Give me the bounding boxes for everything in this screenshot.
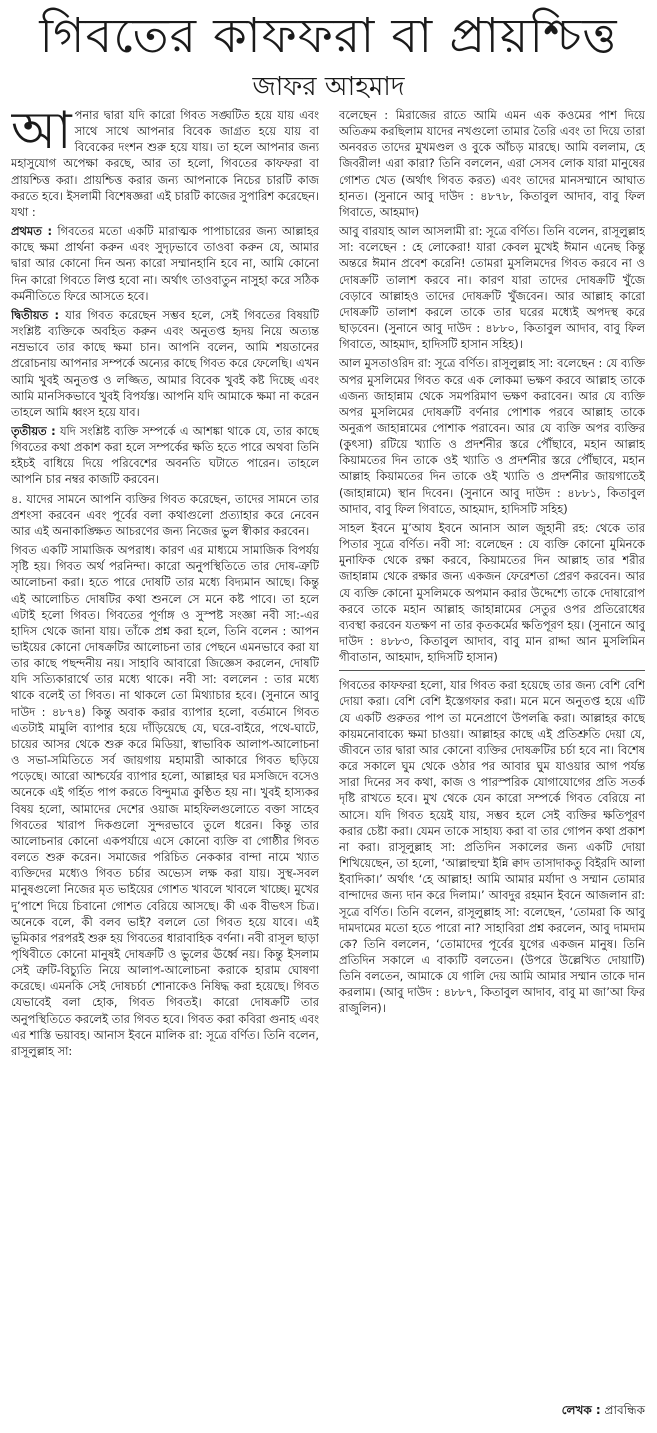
intro-paragraph: [11, 107, 319, 220]
dropcap: আ: [11, 107, 72, 161]
step-three-paragraph: [11, 423, 319, 488]
step-two-label: দ্বিতীয়ত :: [11, 307, 60, 322]
byline-label: লেখক :: [561, 1403, 601, 1417]
step-two-paragraph: [11, 307, 319, 420]
right-column: [339, 107, 645, 1397]
article-author: জাফর আহমাদ: [252, 72, 405, 102]
step-one-paragraph: [11, 223, 319, 304]
byline: [339, 1402, 645, 1418]
article-title: গিবতের কাফফরা বা প্রায়শ্চিত্ত: [39, 8, 618, 64]
step-one-text: গিবতের মতো একটি মারাত্মক পাপাচারের জন্য আল্লাহর কাছে ক্ষমা প্রার্থনা করুন এবং সুদৃঢ়ভাবে তাওবা করুন যে, আমার দ্বারা আর কোনো দিন অন্য কারো সম্মানহানি হবে না, আমি কোনো দিন কারো গিবতে লিপ্ত হবো না। অর্থাৎ তাওবাতুন নাসুহা করে সঠিক কর্মনীতিতে ফিরে আসতে হবে।: [11, 224, 319, 303]
hadith-mustawrid-paragraph: আল মুসতাওরিদ রা: সূত্রে বর্ণিত। রাসূলুল্লাহ সা: বলেছেন : যে ব্যক্তি অপর মুসলিমের গিবত করে এক লোকমা ভক্ষণ করবে আল্লাহ তাকে এজন্য জাহান্নাম থেকে সমপরিমাণ ভক্ষণ করাবেন। আর যে ব্যক্তি অপর মুসলিমের দোষক্রটি বর্ণনার পোশাক পরবে আল্লাহ তাকে অনুরূপ জাহান্নামের পোশাক পরাবেন। আর যে ব্যক্তি অপর ব্যক্তির (কুৎসা) রটিয়ে খ্যাতি ও প্রদর্শনীর স্তরে পৌঁছাবে, মহান আল্লাহ কিয়ামতের দিন তাকে ওই খ্যাতি ও প্রদর্শনীর স্তরে পৌঁছাবে, মহান আল্লাহ কিয়ামতের দিন তাকে ওই খ্যাতি ও প্রদর্শনীর জায়গাতেই (জাহান্নামে) স্থান দিবেন। (সুনানে আবু দাউদ : ৪৮৮১, কিতাবুল আদাব, বাবু ফিল গিবাতে, আহমাদ, হাদিসটি সহিহ): [339, 356, 645, 516]
hadith-miraj-paragraph: বলেছেন : মিরাজের রাতে আমি এমন এক কওমের পাশ দিয়ে অতিক্রম করছিলাম যাদের নখগুলো তামার তৈরি এবং তা দিয়ে তারা অনবরত তাদের মুখমণ্ডল ও বুকে আঁচড় মারছে। আমি বললাম, হে জিবরীল! এরা কারা? তিনি বললেন, এরা সেসব লোক যারা মানুষের গোশত খেত (অর্থাৎ গিবত করত) এবং তাদের মানসম্মানে আঘাত হানত। (সুনানে আবু দাউদ : ৪৮৭৮, কিতাবুল আদাব, বাবু ফিল গিবাতে, আহমাদ): [339, 108, 645, 219]
step-two-text: যার গিবত করেছেন সম্ভব হলে, সেই গিবতের বিষয়টি সংশ্লিষ্ট ব্যক্তিকে অবহিত করুন এবং অনুতপ্ত হৃদয় নিয়ে অত্যন্ত নম্রভাবে তার কাছে ক্ষমা চান। আপনি বলেন, আমি শয়তানের প্ররোচনায় আপনার সম্পর্কে অন্যের কাছে গিবত করে ফেলেছি। এখন আমি খুবই অনুতপ্ত ও লজ্জিত, আমার বিবেক খুবই কষ্ট দিচ্ছে এবং আমি মানসিকভাবে খুবই বিপর্যস্ত। আপনি যদি আমাকে ক্ষমা না করেন তাহলে আমি ধ্বংস হয়ে যাব।: [11, 307, 319, 419]
definition-paragraph: গিবত একটি সামাজিক অপরাধ। কারণ এর মাধ্যমে সামাজিক বিপর্যয় সৃষ্টি হয়। গিবত অর্থ পরনিন্দা। কারো অনুপস্থিতিতে তার দোষ-ত্রুটি আলোচনা করা। হতে পারে দোষটি তার মধ্যে বিদ্যমান আছে। কিন্তু এই আলোচিত দোষটির কথা শুনলে সে মনে কষ্ট পাবে। তা হলে এটাই হলো গিবত। গিবতের পূর্ণাঙ্গ ও সুস্পষ্ট সংজ্ঞা নবী সা:-এর হাদিস থেকে জানা যায়। তাঁকে প্রশ্ন করা হলে, তিনি বলেন : আপন ভাইয়ের কোনো দোষক্রটির আলোচনা তার পেছনে এমনভাবে করা যা তার কাছে পছন্দনীয় নয়। সাহাবি আবারো জিজ্ঞেস করলেন, দোষটি যদি সত্যিকারার্থে তার মধ্যে থাকে। নবী সা: বললেন : তার মধ্যে থাকে বলেই তা গিবত। না থাকলে তো মিথ্যাচার হবে। (সুনানে আবু দাউদ : ৪৮৭৪) কিন্তু অবাক করার ব্যাপার হলো, বর্তমানে গিবত এতটাই মামুলি ব্যাপার হয়ে দাঁড়িয়েছে যে, ঘরে-বাইরে, পথে-ঘাটে, চায়ের আসর থেকে শুরু করে মিডিয়া, স্বাভাবিক আলাপ-আলোচনা ও সভা-সমিতিতে সর্ব জায়গায় মহামারী আকারে গিবত ছড়িয়ে পড়েছে। আরো আশ্চর্যের ব্যাপার হলো, আল্লাহর ঘর মসজিদে বসেও অনেকে এই গর্হিত পাপ করতে বিন্দুমাত্র কুণ্ঠিত হয় না। খুবই হাস্যকর বিষয় হলো, আমাদের দেশের ওয়াজ মাহফিলগুলোতে বক্তা সাহেব গিবতের খারাপ দিকগুলো সুন্দরভাবে তুলে ধরেন। কিন্তু তার আলোচনার কোনো একপর্যায়ে এসে কোনো ব্যক্তি বা গোষ্ঠীর গিবত বলতে শুরু করেন। সমাজের পরিচিত নেককার বান্দা নামে খ্যাত ব্যক্তিদের মধ্যেও গিবত চর্চার অভ্যেস লক্ষ করা যায়। সুস্থ-সবল মানুষগুলো নিজের মৃত ভাইয়ের গোশত খাবলে খাবলে খাচ্ছে। মুখের দু’পাশে দিয়ে চিবানো গোশত বেরিয়ে আসছে। কী এক বীভৎস চিত্র। অনেকে বলে, কী বলব ভাই? বললে তো গিবত হয়ে যাবে। এই ভূমিকার পরপরই শুরু হয় গিবতের ধারাবাহিক বর্ণনা। নবী রাসূল ছাড়া পৃথিবীতে কোনো মানুষই দোষক্রটি ও ভুলের ঊর্ধ্বে নয়। কিন্তু ইসলাম সেই ত্রুটি-বিচ্যুতি নিয়ে আলাপ-আলোচনা করাকে হারাম ঘোষণা করেছে। এমনকি সেই দোষচর্চা শোনাকেও নিষিদ্ধ করা হয়েছে। গিবত যেভাবেই বলা হোক, গিবত গিবতই। কারো দোষক্রটি তার অনুপস্থিতিতে করলেই তার গিবত হবে। গিবত করা কবিরা গুনাহ এবং এর শাস্তি ভয়াবহ। আনাস ইবনে মালিক রা: সূত্রে বর্ণিত। তিনি বলেন, রাসূলুল্লাহ সা:: [11, 543, 319, 1058]
step-one-label: প্রথমত :: [11, 224, 53, 239]
hadith-barzah-paragraph: আবু বারযাহ আল আসলামী রা: সূত্রে বর্ণিত। তিনি বলেন, রাসূলুল্লাহ সা: বলেছেন : হে লোকেরা! যারা কেবল মুখেই ঈমান এনেছ কিন্তু অন্তরে ঈমান প্রবেশ করেনি! তোমরা মুসলিমদের গিবত করবে না ও দোষক্রটি তালাশ করবে না। কারণ যারা তাদের দোষক্রটি খুঁজে বেড়াবে আল্লাহও তাদের দোষক্রটি খুঁজবেন। আর আল্লাহ কারো দোষক্রটি তালাশ করলে তাকে তার ঘরের মধ্যেই অপদস্থ করে ছাড়বেন। (সুনানে আবু দাউদ : ৪৮৮০, কিতাবুল আদাব, বাবু ফিল গিবাতে, আহমাদ, হাদিসটি হাসান সহিহ)।: [339, 224, 645, 352]
byline-value: প্রাবন্ধিক: [604, 1403, 645, 1417]
step-four-paragraph: ৪. যাদের সামনে আপনি ব্যক্তির গিবত করেছেন, তাদের সামনে তার প্রশংসা করবেন এবং পূর্বের বলা কথাগুলো প্রত্যাহার করে নেবেন আর এই অনাকাঙ্ক্ষিত আচরণের জন্য নিজের ভুল স্বীকার করবেন।: [11, 491, 319, 538]
left-column: [11, 107, 319, 1397]
section-divider: [339, 670, 645, 671]
hadith-sahl-paragraph: সাহল ইবনে মু’আয ইবনে আনাস আল জুহানী রহ: থেকে তার পিতার সূত্রে বর্ণিত। নবী সা: বলেছেন : যে ব্যক্তি কোনো মুমিনকে মুনাফিক থেকে রক্ষা করবে, কিয়ামতের দিন আল্লাহ তার শরীর জাহান্নাম থেকে রক্ষার জন্য একজন ফেরেশতা প্রেরণ করবেন। আর যে ব্যক্তি কোনো মুসলিমকে অপমান করার উদ্দেশ্যে তাকে দোষারোপ করবে তাকে মহান আল্লাহ জাহান্নামের সেতুর ওপর প্রতিরোধের ব্যবস্থা করবেন যতক্ষণ না তার কৃতকর্মের ক্ষতিপূরণ হয়। (সুনানে আবু দাউদ : ৪৮৮৩, কিতাবুল আদাব, বাবু মান রাদ্দা আন মুসলিমিন গীবাতান, আহমাদ, হাদিসটি হাসান): [339, 520, 645, 665]
intro-text: পনার দ্বারা যদি কারো গিবত সঙ্ঘটিত হয়ে যায় এবং সাথে সাথে আপনার বিবেক জাগ্রত হয়ে যায় বা বিবেকের দংশন শুরু হয়ে যায়। তা হলে আপনার জন্য মহাসুযোগ অপেক্ষা করছে, আর তা হলো, গিবতের কাফফরা বা প্রায়শ্চিত্ত করা। প্রায়শ্চিত্ত করার জন্য আপনাকে নিচের চারটি কাজ করতে হবে। ইসলামী বিশেষজ্ঞরা এই চারটি কাজের সুপারিশ করেছেন। যথা :: [11, 108, 319, 219]
kaffara-paragraph: গিবতের কাফফরা হলো, যার গিবত করা হয়েছে তার জন্য বেশি বেশি দোয়া করা। বেশি বেশি ইস্তেগফার করা। মনে মনে অনুতপ্ত হয়ে এটি যে একটি গুরুতর পাপ তা মনেপ্রাণে উপলব্ধি করা। আল্লাহর কাছে কায়মনোবাক্যে ক্ষমা চাওয়া। আল্লাহর কাছে এই প্রতিশ্রুতি দেয়া যে, জীবনে তার দ্বারা আর কোনো ব্যক্তির দোষক্রটির চর্চা হবে না। বিশেষ করে সকালে ঘুম থেকে ওঠার পর আবার ঘুম যাওয়ার আগ পর্যন্ত সারা দিনের সব কথা, কাজ ও পারস্পরিক যোগাযোগের প্রতি সতর্ক দৃষ্টি রাখতে হবে। মুখ থেকে যেন কারো সম্পর্কে গিবত বেরিয়ে না আসে। যদি গিবত হয়েই যায়, সম্ভব হলে সেই ব্যক্তির ক্ষতিপূরণ করার চেষ্টা করা। যেমন তাকে সাহায্য করা বা তার গোপন কথা প্রকাশ না করা। রাসূলুল্লাহ সা: প্রতিদিন সকালের জন্য একটি দোয়া শিখিয়েছেন, তা হলো, ‘আল্লাহুম্মা ইন্নি ক্বাদ তাসাদাকতু বিইরদি আলা ইবাদিকা।’ অর্থাৎ ‘হে আল্লাহ! আমি আমার মর্যাদা ও সম্মান তোমার বান্দাদের জন্য দান করে দিলাম।’ আবদুর রহমান ইবনে আজলান রা: সূত্রে বর্ণিত। তিনি বলেন, রাসূলুল্লাহ সা: বলেছেন, ‘তোমরা কি আবু দামদামের মতো হতে পারো না? সাহাবিরা প্রশ্ন করলেন, আবু দামদাম কে? তিনি বললেন, ‘তোমাদের পূর্বের যুগের একজন মানুষ। তিনি প্রতিদিন সকালে এ বাক্যটি বলতেন। (উপরে উল্লেখিত দোয়াটি) তিনি বলতেন, আমাকে যে গালি দেয় আমি আমার সম্মান তাকে দান করলাম। (আবু দাউদ : ৪৮৮৭, কিতাবুল আদাব, বাবু মা জা’আ ফির রাজুলিন)।: [339, 678, 645, 1016]
step-three-text: যদি সংশ্লিষ্ট ব্যক্তি সম্পর্কে এ আশঙ্কা থাকে যে, তার কাছে গিবতের কথা প্রকাশ করা হলে সম্পর্কের ক্ষতি হতে পারে অথবা তিনি হইচই বাধিয়ে দিয়ে পরিবেশের অবনতি ঘটাতে পারেন। তাহলে আপনি চার নম্বর কাজটি করবেন।: [11, 423, 319, 487]
step-three-label: তৃতীয়ত :: [11, 423, 56, 438]
